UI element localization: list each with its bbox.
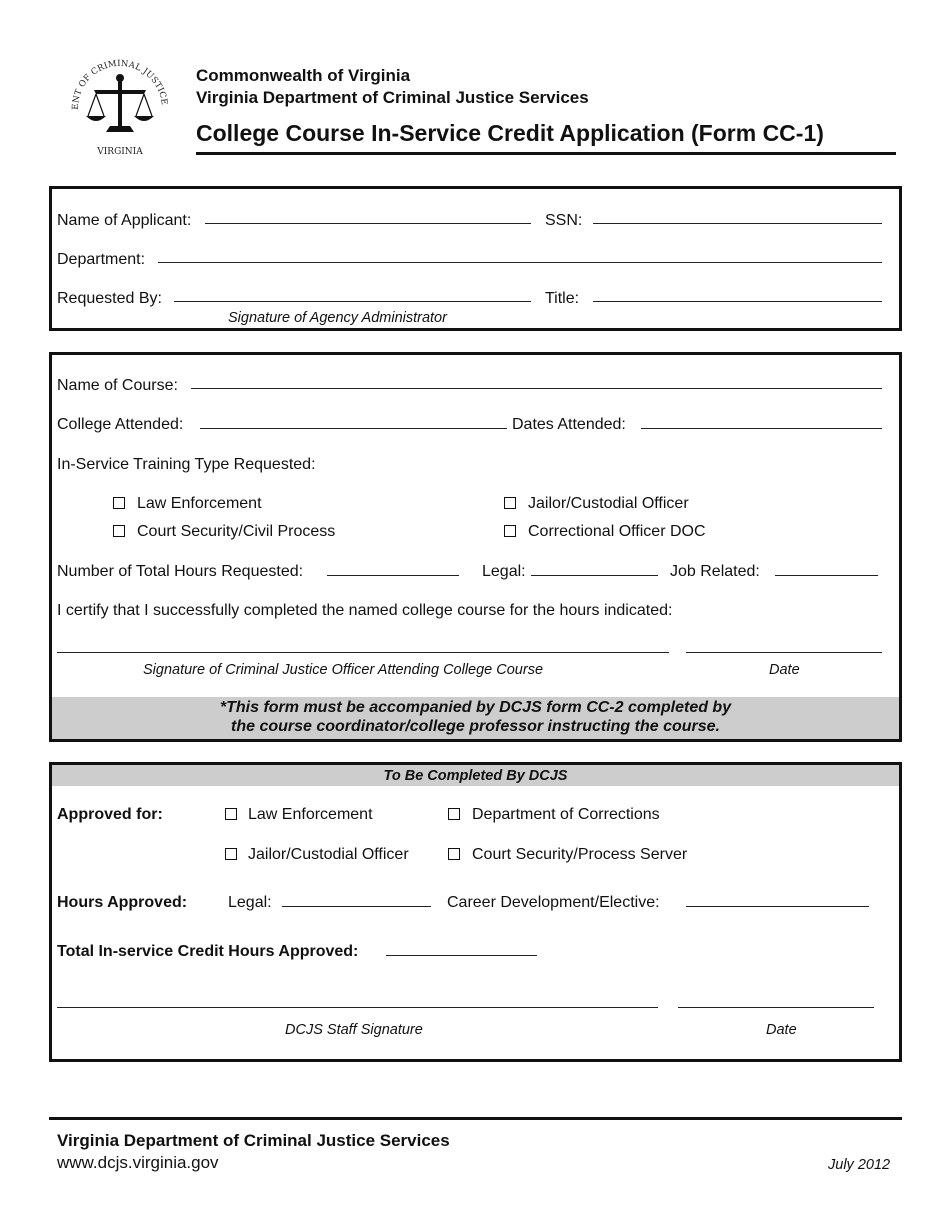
option-jailor: Jailor/Custodial Officer — [528, 495, 689, 512]
approved-checkbox-corrections[interactable] — [448, 808, 460, 820]
option-law-enforcement: Law Enforcement — [137, 495, 262, 512]
approved-option-court-security: Court Security/Process Server — [472, 846, 688, 863]
title-label: Title: — [545, 290, 580, 307]
checkbox-court-security[interactable] — [113, 525, 125, 537]
approved-checkbox-jailor[interactable] — [225, 848, 237, 860]
seal-text-top: ENT OF CRIMINAL JUSTICE — [70, 58, 169, 110]
dates-attended-field[interactable] — [641, 428, 882, 429]
dcjs-date-field[interactable] — [678, 1007, 874, 1008]
course-name-label: Name of Course: — [57, 377, 178, 394]
career-development-field[interactable] — [686, 906, 869, 907]
college-label: College Attended: — [57, 416, 184, 433]
approved-for-label: Approved for: — [57, 806, 163, 823]
checkbox-law-enforcement[interactable] — [113, 497, 125, 509]
dcjs-staff-signature-caption: DCJS Staff Signature — [285, 1022, 423, 1038]
requested-by-label: Requested By: — [57, 290, 162, 307]
college-field[interactable] — [200, 428, 507, 429]
job-related-field[interactable] — [775, 575, 878, 576]
course-section — [49, 352, 902, 742]
officer-date-caption: Date — [769, 662, 800, 678]
scales-of-justice-icon — [64, 50, 176, 162]
total-hours-field[interactable] — [327, 575, 459, 576]
footer-website[interactable]: www.dcjs.virginia.gov — [57, 1153, 219, 1172]
footer-org: Virginia Department of Criminal Justice Services — [57, 1131, 450, 1150]
approved-checkbox-court-security[interactable] — [448, 848, 460, 860]
certify-statement: I certify that I successfully completed the named college course for the hours indicated: — [57, 602, 673, 619]
checkbox-jailor[interactable] — [504, 497, 516, 509]
applicant-section — [49, 186, 902, 331]
hours-approved-label: Hours Approved: — [57, 894, 188, 911]
option-court-security: Court Security/Civil Process — [137, 523, 336, 540]
total-credit-hours-field[interactable] — [386, 955, 537, 956]
training-type-label: In-Service Training Type Requested: — [57, 456, 316, 473]
dates-attended-label: Dates Attended: — [512, 416, 626, 433]
approved-option-corrections: Department of Corrections — [472, 806, 660, 823]
approved-legal-field[interactable] — [282, 906, 431, 907]
agency-admin-signature-caption: Signature of Agency Administrator — [228, 310, 447, 326]
approved-legal-label: Legal: — [228, 894, 272, 911]
requested-by-field[interactable] — [174, 301, 531, 302]
total-credit-hours-label: Total In-service Credit Hours Approved: — [57, 943, 359, 960]
checkbox-correctional-officer[interactable] — [504, 525, 516, 537]
course-name-field[interactable] — [191, 388, 882, 389]
approved-option-jailor: Jailor/Custodial Officer — [248, 846, 409, 863]
title-field[interactable] — [593, 301, 882, 302]
approved-checkbox-law-enforcement[interactable] — [225, 808, 237, 820]
approved-option-law-enforcement: Law Enforcement — [248, 806, 373, 823]
department-field[interactable] — [158, 262, 882, 263]
title-rule — [196, 152, 896, 155]
job-related-label: Job Related: — [670, 563, 760, 580]
notice-line-1: *This form must be accompanied by DCJS form CC-2 completed by — [219, 699, 732, 716]
dcjs-staff-signature-field[interactable] — [57, 1007, 658, 1008]
notice-line-2: the course coordinator/college professor instructing the course. — [231, 718, 720, 735]
ssn-field[interactable] — [593, 223, 882, 224]
org-line-2: Virginia Department of Criminal Justice Services — [196, 88, 589, 107]
option-correctional-officer: Correctional Officer DOC — [528, 523, 706, 540]
total-hours-label: Number of Total Hours Requested: — [57, 563, 304, 580]
ssn-label: SSN: — [545, 212, 583, 229]
legal-hours-label: Legal: — [482, 563, 526, 580]
footer-date: July 2012 — [828, 1157, 891, 1173]
seal-text-bottom: VIRGINIA — [97, 147, 143, 157]
officer-signature-caption: Signature of Criminal Justice Officer Attending College Course — [143, 662, 544, 678]
applicant-name-field[interactable] — [205, 223, 531, 224]
officer-signature-field[interactable] — [57, 652, 669, 653]
footer-rule — [49, 1117, 902, 1120]
department-label: Department: — [57, 251, 146, 268]
officer-date-field[interactable] — [686, 652, 882, 653]
form-title: College Course In-Service Credit Application (Form CC-1) — [196, 120, 824, 146]
org-line-1: Commonwealth of Virginia — [196, 66, 411, 85]
dcjs-date-caption: Date — [766, 1022, 797, 1038]
legal-hours-field[interactable] — [531, 575, 658, 576]
career-development-label: Career Development/Elective: — [447, 894, 660, 911]
applicant-name-label: Name of Applicant: — [57, 212, 192, 229]
dcjs-section-title: To Be Completed By DCJS — [383, 768, 568, 784]
dcjs-seal — [64, 50, 176, 162]
